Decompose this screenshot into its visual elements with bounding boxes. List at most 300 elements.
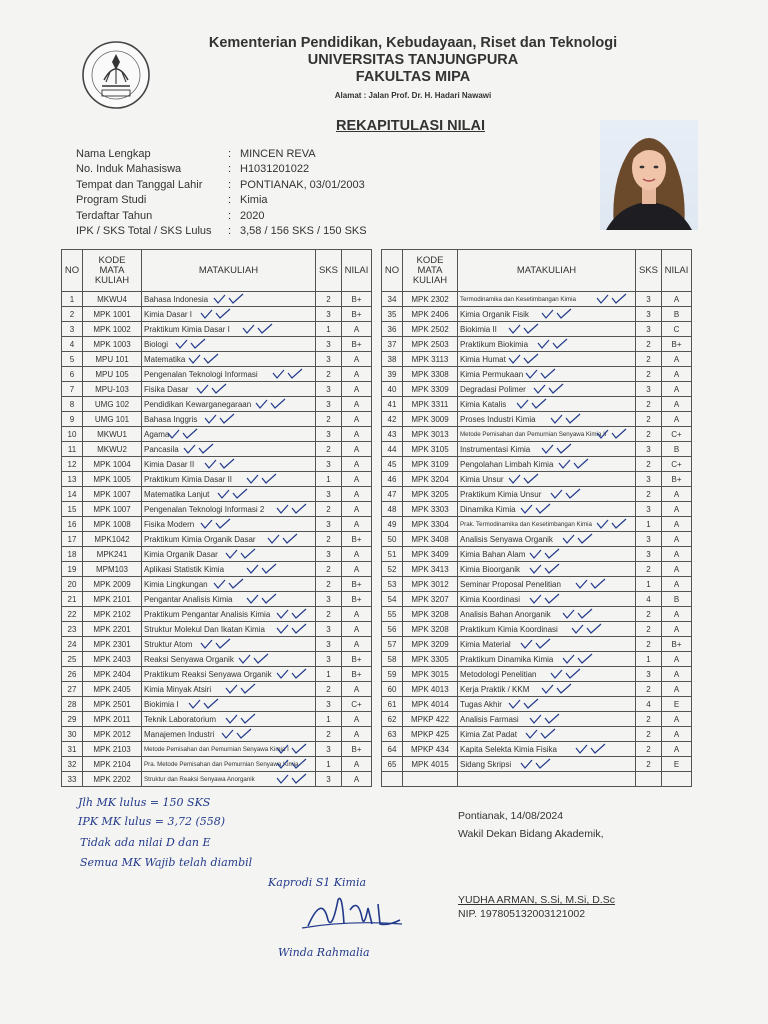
cell-matakuliah: Praktikum Kimia Koordinasi xyxy=(458,622,636,637)
cell-matakuliah: Kimia Zat Padat xyxy=(458,727,636,742)
cell-nilai: A xyxy=(342,412,372,427)
cell-kode: MPK 1001 xyxy=(83,307,142,322)
cell-sks: 1 xyxy=(636,577,662,592)
cell-sks: 3 xyxy=(636,292,662,307)
cell-kode: MPK 3409 xyxy=(403,547,458,562)
cell-nilai: B xyxy=(662,592,692,607)
cell-nilai: C+ xyxy=(662,427,692,442)
cell-kode: MPK 2301 xyxy=(83,637,142,652)
cell-nilai: A xyxy=(662,727,692,742)
cell-nilai: A xyxy=(662,292,692,307)
cell-kode: MPU 101 xyxy=(83,352,142,367)
cell-sks: 1 xyxy=(316,712,342,727)
cell-no: 13 xyxy=(62,472,83,487)
cell-sks: 2 xyxy=(636,562,662,577)
cell-no: 23 xyxy=(62,622,83,637)
info-row xyxy=(76,224,367,240)
cell-kode: MPK 3208 xyxy=(403,622,458,637)
cell-sks: 2 xyxy=(636,337,662,352)
table-row xyxy=(382,487,692,502)
cell-nilai: A xyxy=(342,322,372,337)
cell-kode: UMG 102 xyxy=(83,397,142,412)
cell-kode: MPK 2201 xyxy=(83,622,142,637)
cell-sks: 2 xyxy=(316,682,342,697)
cell-kode: MPKP 434 xyxy=(403,742,458,757)
cell-no: 53 xyxy=(382,577,403,592)
cell-matakuliah: Pengenalan Teknologi Informasi xyxy=(142,367,316,382)
cell-no: 4 xyxy=(62,337,83,352)
handwritten-note-4: Semua MK Wajib telah diambil xyxy=(80,856,253,869)
cell-nilai: B+ xyxy=(662,472,692,487)
cell-no: 63 xyxy=(382,727,403,742)
cell-no: 30 xyxy=(62,727,83,742)
table-row xyxy=(382,457,692,472)
cell-kode: MPK 3205 xyxy=(403,487,458,502)
cell-nilai: B xyxy=(662,307,692,322)
cell-nilai: B+ xyxy=(662,337,692,352)
cell-kode: MPK 1005 xyxy=(83,472,142,487)
cell-nilai: A xyxy=(662,352,692,367)
table-row xyxy=(382,622,692,637)
cell-no: 32 xyxy=(62,757,83,772)
cell-kode: MPK 3311 xyxy=(403,397,458,412)
cell-no: 9 xyxy=(62,412,83,427)
cell-kode: MPK 3204 xyxy=(403,472,458,487)
cell-sks: 4 xyxy=(636,592,662,607)
cell-kode: MPK 3408 xyxy=(403,532,458,547)
cell-no: 57 xyxy=(382,637,403,652)
col-header-matakuliah: MATAKULIAH xyxy=(458,250,636,292)
cell-no: 35 xyxy=(382,307,403,322)
cell-kode: MPK 3308 xyxy=(403,367,458,382)
cell-kode: MPK 2202 xyxy=(83,772,142,787)
cell-sks: 2 xyxy=(636,412,662,427)
cell-kode: MPK 2502 xyxy=(403,322,458,337)
table-row xyxy=(382,532,692,547)
cell-nilai: B+ xyxy=(342,577,372,592)
table-row xyxy=(382,742,692,757)
cell-matakuliah: Biokimia I xyxy=(142,697,316,712)
cell-matakuliah: Degradasi Polimer xyxy=(458,382,636,397)
cell-sks: 2 xyxy=(636,487,662,502)
info-row xyxy=(76,162,367,178)
table-row xyxy=(62,577,372,592)
cell-no: 65 xyxy=(382,757,403,772)
cell-matakuliah: Analisis Bahan Anorganik xyxy=(458,607,636,622)
cell-nilai: A xyxy=(342,382,372,397)
cell-matakuliah: Kimia Bioorganik xyxy=(458,562,636,577)
cell-kode: MPK 2103 xyxy=(83,742,142,757)
handwritten-kaprodi-name: Winda Rahmalia xyxy=(278,946,370,959)
cell-no: 10 xyxy=(62,427,83,442)
table-row xyxy=(382,562,692,577)
cell-sks: 2 xyxy=(636,757,662,772)
cell-nilai: A xyxy=(342,772,372,787)
info-label: IPK / SKS Total / SKS Lulus xyxy=(76,225,212,238)
cell-kode: MPK 3009 xyxy=(403,412,458,427)
cell-sks: 1 xyxy=(636,652,662,667)
info-label: Program Studi xyxy=(76,194,147,207)
cell-nilai: A xyxy=(342,727,372,742)
cell-nilai: A xyxy=(342,352,372,367)
cell-sks: 2 xyxy=(316,727,342,742)
cell-kode: MPK 3209 xyxy=(403,637,458,652)
cell-matakuliah: Analisis Senyawa Organik xyxy=(458,532,636,547)
handwritten-note-2: IPK MK lulus = 3,72 (558) xyxy=(78,815,226,828)
cell-nilai: B+ xyxy=(342,292,372,307)
cell-matakuliah: Metode Pemisahan dan Pemurnian Senyawa Kimia II xyxy=(458,427,636,442)
cell-matakuliah: Pra. Metode Pemisahan dan Pemurnian Senyawa Kimia xyxy=(142,757,316,772)
table-row xyxy=(62,382,372,397)
cell-sks: 2 xyxy=(636,367,662,382)
cell-no: 18 xyxy=(62,547,83,562)
table-row xyxy=(62,547,372,562)
cell-nilai: A xyxy=(662,382,692,397)
cell-nilai: A xyxy=(342,517,372,532)
cell-matakuliah: Matematika xyxy=(142,352,316,367)
cell-nilai: A xyxy=(662,577,692,592)
grades-table-right xyxy=(381,249,692,787)
cell-kode: MPK 4014 xyxy=(403,697,458,712)
table-row xyxy=(62,412,372,427)
table-row xyxy=(62,682,372,697)
table-row xyxy=(62,442,372,457)
info-value: PONTIANAK, 03/01/2003 xyxy=(240,178,365,191)
cell-nilai: A xyxy=(662,547,692,562)
cell-kode: MPK 1004 xyxy=(83,457,142,472)
cell-sks: 3 xyxy=(316,352,342,367)
info-value: H1031201022 xyxy=(240,163,310,176)
table-row xyxy=(62,697,372,712)
cell-no: 41 xyxy=(382,397,403,412)
cell-matakuliah: Instrumentasi Kimia xyxy=(458,442,636,457)
cell-no: 56 xyxy=(382,622,403,637)
cell-no: 11 xyxy=(62,442,83,457)
cell-sks: 3 xyxy=(636,322,662,337)
cell-kode: MPK 3207 xyxy=(403,592,458,607)
cell-matakuliah: Manajemen Industri xyxy=(142,727,316,742)
cell-kode xyxy=(403,772,458,787)
cell-matakuliah: Dinamika Kimia xyxy=(458,502,636,517)
cell-nilai: A xyxy=(342,607,372,622)
info-row xyxy=(76,208,367,224)
cell-no: 26 xyxy=(62,667,83,682)
cell-matakuliah: Metode Pemisahan dan Pemurnian Senyawa Kimia I xyxy=(142,742,316,757)
cell-no: 64 xyxy=(382,742,403,757)
info-value: 2020 xyxy=(240,209,265,222)
cell-matakuliah: Metodologi Penelitian xyxy=(458,667,636,682)
cell-no: 8 xyxy=(62,397,83,412)
cell-nilai: A xyxy=(342,637,372,652)
cell-no: 39 xyxy=(382,367,403,382)
cell-kode: MPK 2501 xyxy=(83,697,142,712)
col-header-kode: KODE MATA KULIAH xyxy=(403,250,458,292)
cell-sks: 2 xyxy=(636,712,662,727)
table-row xyxy=(62,742,372,757)
cell-sks: 3 xyxy=(636,307,662,322)
cell-matakuliah: Kimia Dasar I xyxy=(142,307,316,322)
cell-kode: MKWU1 xyxy=(83,427,142,442)
cell-nilai: A xyxy=(342,487,372,502)
table-header-row xyxy=(382,250,692,292)
info-colon: : xyxy=(228,147,232,160)
cell-sks: 2 xyxy=(636,607,662,622)
cell-sks: 3 xyxy=(316,652,342,667)
letterhead xyxy=(160,34,666,100)
col-header-sks: SKS xyxy=(316,250,342,292)
cell-matakuliah: Reaksi Senyawa Organik xyxy=(142,652,316,667)
cell-kode: MPK241 xyxy=(83,547,142,562)
cell-no: 29 xyxy=(62,712,83,727)
cell-matakuliah: Fisika Modern xyxy=(142,517,316,532)
cell-matakuliah: Kimia Organik Fisik xyxy=(458,307,636,322)
table-row xyxy=(62,562,372,577)
cell-no: 52 xyxy=(382,562,403,577)
cell-no: 17 xyxy=(62,532,83,547)
cell-no xyxy=(382,772,403,787)
cell-no: 16 xyxy=(62,517,83,532)
cell-matakuliah: Struktur dan Reaksi Senyawa Anorganik xyxy=(142,772,316,787)
cell-matakuliah: Teknik Laboratorium xyxy=(142,712,316,727)
cell-nilai: A xyxy=(662,397,692,412)
cell-sks: 3 xyxy=(316,637,342,652)
cell-kode: MPK 1002 xyxy=(83,322,142,337)
info-row xyxy=(76,193,367,209)
cell-matakuliah: Tugas Akhir xyxy=(458,697,636,712)
handwritten-note-3: Tidak ada nilai D dan E xyxy=(80,836,211,849)
cell-sks: 2 xyxy=(316,367,342,382)
cell-sks: 2 xyxy=(316,442,342,457)
table-row xyxy=(382,322,692,337)
info-value: MINCEN REVA xyxy=(240,147,316,160)
cell-matakuliah: Praktikum Kimia Dasar I xyxy=(142,322,316,337)
student-info xyxy=(76,146,367,239)
cell-nilai: A xyxy=(342,397,372,412)
cell-matakuliah: Pendidikan Kewarganegaraan xyxy=(142,397,316,412)
info-colon: : xyxy=(228,163,232,176)
cell-sks: 3 xyxy=(636,442,662,457)
cell-nilai: A xyxy=(662,502,692,517)
cell-kode: UMG 101 xyxy=(83,412,142,427)
cell-sks: 2 xyxy=(316,412,342,427)
cell-kode: MPKP 425 xyxy=(403,727,458,742)
cell-nilai: A xyxy=(342,682,372,697)
table-row xyxy=(62,397,372,412)
col-header-no: NO xyxy=(382,250,403,292)
cell-kode: MPK 3305 xyxy=(403,652,458,667)
cell-kode: MKWU2 xyxy=(83,442,142,457)
cell-sks: 3 xyxy=(316,487,342,502)
cell-no: 24 xyxy=(62,637,83,652)
info-row xyxy=(76,146,367,162)
cell-no: 42 xyxy=(382,412,403,427)
grades-table-left xyxy=(61,249,372,787)
cell-sks: 3 xyxy=(316,772,342,787)
cell-matakuliah: Aplikasi Statistik Kimia xyxy=(142,562,316,577)
cell-sks: 2 xyxy=(636,727,662,742)
cell-nilai: A xyxy=(662,487,692,502)
cell-matakuliah: Praktikum Dinamika Kimia xyxy=(458,652,636,667)
table-row xyxy=(62,637,372,652)
table-row xyxy=(382,682,692,697)
cell-nilai: A xyxy=(342,427,372,442)
cell-no: 14 xyxy=(62,487,83,502)
cell-no: 62 xyxy=(382,712,403,727)
cell-nilai: A xyxy=(662,367,692,382)
cell-no: 54 xyxy=(382,592,403,607)
cell-matakuliah: Kimia Katalis xyxy=(458,397,636,412)
cell-no: 21 xyxy=(62,592,83,607)
cell-nilai: A xyxy=(662,652,692,667)
cell-no: 40 xyxy=(382,382,403,397)
signature-place-date: Pontianak, 14/08/2024 xyxy=(458,810,564,822)
cell-matakuliah: Fisika Dasar xyxy=(142,382,316,397)
cell-nilai: E xyxy=(662,757,692,772)
cell-matakuliah: Praktikum Reaksi Senyawa Organik xyxy=(142,667,316,682)
table-row xyxy=(62,292,372,307)
cell-no: 1 xyxy=(62,292,83,307)
cell-kode: MPK 2403 xyxy=(83,652,142,667)
cell-kode: MPK 3109 xyxy=(403,457,458,472)
cell-kode: MPK 3113 xyxy=(403,352,458,367)
cell-no: 7 xyxy=(62,382,83,397)
table-row xyxy=(382,607,692,622)
cell-matakuliah: Matematika Lanjut xyxy=(142,487,316,502)
cell-no: 48 xyxy=(382,502,403,517)
cell-sks: 2 xyxy=(316,577,342,592)
cell-sks: 2 xyxy=(636,397,662,412)
cell-sks: 2 xyxy=(636,682,662,697)
cell-no: 44 xyxy=(382,442,403,457)
cell-matakuliah: Prak. Termodinamika dan Kesetimbangan Kimia xyxy=(458,517,636,532)
table-row xyxy=(62,367,372,382)
cell-matakuliah: Kimia Organik Dasar xyxy=(142,547,316,562)
handwritten-kaprodi: Kaprodi S1 Kimia xyxy=(268,876,367,889)
table-row xyxy=(62,487,372,502)
cell-sks: 3 xyxy=(316,622,342,637)
table-row xyxy=(382,367,692,382)
cell-no: 31 xyxy=(62,742,83,757)
cell-sks: 2 xyxy=(316,532,342,547)
cell-matakuliah: Struktur Atom xyxy=(142,637,316,652)
cell-matakuliah: Praktikum Pengantar Analisis Kimia xyxy=(142,607,316,622)
cell-sks: 3 xyxy=(316,517,342,532)
cell-nilai: A xyxy=(662,742,692,757)
cell-kode: MPK 2009 xyxy=(83,577,142,592)
cell-matakuliah: Analisis Farmasi xyxy=(458,712,636,727)
table-row xyxy=(382,292,692,307)
cell-sks: 1 xyxy=(316,322,342,337)
cell-matakuliah: Kimia Unsur xyxy=(458,472,636,487)
cell-no: 3 xyxy=(62,322,83,337)
table-row xyxy=(382,712,692,727)
cell-nilai: A xyxy=(342,457,372,472)
cell-kode: MPK 2302 xyxy=(403,292,458,307)
cell-matakuliah: Praktikum Biokimia xyxy=(458,337,636,352)
cell-matakuliah: Agama xyxy=(142,427,316,442)
cell-nilai: B+ xyxy=(662,637,692,652)
table-row xyxy=(382,547,692,562)
table-row xyxy=(382,592,692,607)
cell-matakuliah: Kimia Permukaan xyxy=(458,367,636,382)
cell-kode: MPK 2404 xyxy=(83,667,142,682)
cell-kode: MPM103 xyxy=(83,562,142,577)
cell-matakuliah: Bahasa Indonesia xyxy=(142,292,316,307)
table-row xyxy=(382,757,692,772)
cell-kode: MPK 2503 xyxy=(403,337,458,352)
cell-matakuliah: Kapita Selekta Kimia Fisika xyxy=(458,742,636,757)
table-row xyxy=(382,382,692,397)
cell-no: 34 xyxy=(382,292,403,307)
cell-kode: MPK 3309 xyxy=(403,382,458,397)
cell-matakuliah: Praktikum Kimia Dasar II xyxy=(142,472,316,487)
signature-position: Wakil Dekan Bidang Akademik, xyxy=(458,828,604,840)
cell-kode: MPK 3015 xyxy=(403,667,458,682)
col-header-no: NO xyxy=(62,250,83,292)
cell-nilai: C+ xyxy=(342,697,372,712)
table-row xyxy=(382,397,692,412)
cell-sks: 2 xyxy=(636,742,662,757)
col-header-nilai: NILAI xyxy=(342,250,372,292)
cell-no: 47 xyxy=(382,487,403,502)
cell-kode: MPK 2101 xyxy=(83,592,142,607)
cell-sks: 1 xyxy=(316,667,342,682)
cell-matakuliah: Struktur Molekul Dan Ikatan Kimia xyxy=(142,622,316,637)
cell-matakuliah: Kimia Lingkungan xyxy=(142,577,316,592)
cell-nilai: A xyxy=(662,622,692,637)
info-row xyxy=(76,177,367,193)
info-label: Tempat dan Tanggal Lahir xyxy=(76,178,203,191)
cell-sks: 2 xyxy=(316,562,342,577)
university-logo xyxy=(80,40,152,110)
info-colon: : xyxy=(228,209,232,222)
cell-no: 43 xyxy=(382,427,403,442)
cell-no: 50 xyxy=(382,532,403,547)
ministry-name: Kementerian Pendidikan, Kebudayaan, Riset dan Teknologi xyxy=(208,35,618,51)
table-row xyxy=(62,607,372,622)
cell-matakuliah: Kimia Humat xyxy=(458,352,636,367)
cell-kode: MPK 2011 xyxy=(83,712,142,727)
cell-matakuliah: Kerja Praktik / KKM xyxy=(458,682,636,697)
cell-no: 28 xyxy=(62,697,83,712)
cell-sks: 1 xyxy=(636,517,662,532)
table-row xyxy=(62,352,372,367)
cell-sks: 2 xyxy=(636,427,662,442)
cell-nilai: B+ xyxy=(342,667,372,682)
cell-no: 61 xyxy=(382,697,403,712)
cell-sks: 3 xyxy=(636,502,662,517)
cell-kode: MPK1042 xyxy=(83,532,142,547)
faculty-name: FAKULTAS MIPA xyxy=(355,69,471,85)
cell-matakuliah: Proses Industri Kimia xyxy=(458,412,636,427)
table-row xyxy=(62,772,372,787)
info-label: Nama Lengkap xyxy=(76,147,151,160)
cell-matakuliah: Biologi xyxy=(142,337,316,352)
table-row xyxy=(382,727,692,742)
cell-sks: 3 xyxy=(316,742,342,757)
cell-nilai: A xyxy=(342,757,372,772)
cell-sks: 3 xyxy=(316,382,342,397)
col-header-kode: KODE MATA KULIAH xyxy=(83,250,142,292)
cell-no: 46 xyxy=(382,472,403,487)
table-row xyxy=(382,412,692,427)
table-row xyxy=(62,712,372,727)
cell-sks xyxy=(636,772,662,787)
cell-kode: MPK 3303 xyxy=(403,502,458,517)
cell-kode: MPK 2102 xyxy=(83,607,142,622)
cell-kode: MPK 2104 xyxy=(83,757,142,772)
cell-sks: 2 xyxy=(636,622,662,637)
